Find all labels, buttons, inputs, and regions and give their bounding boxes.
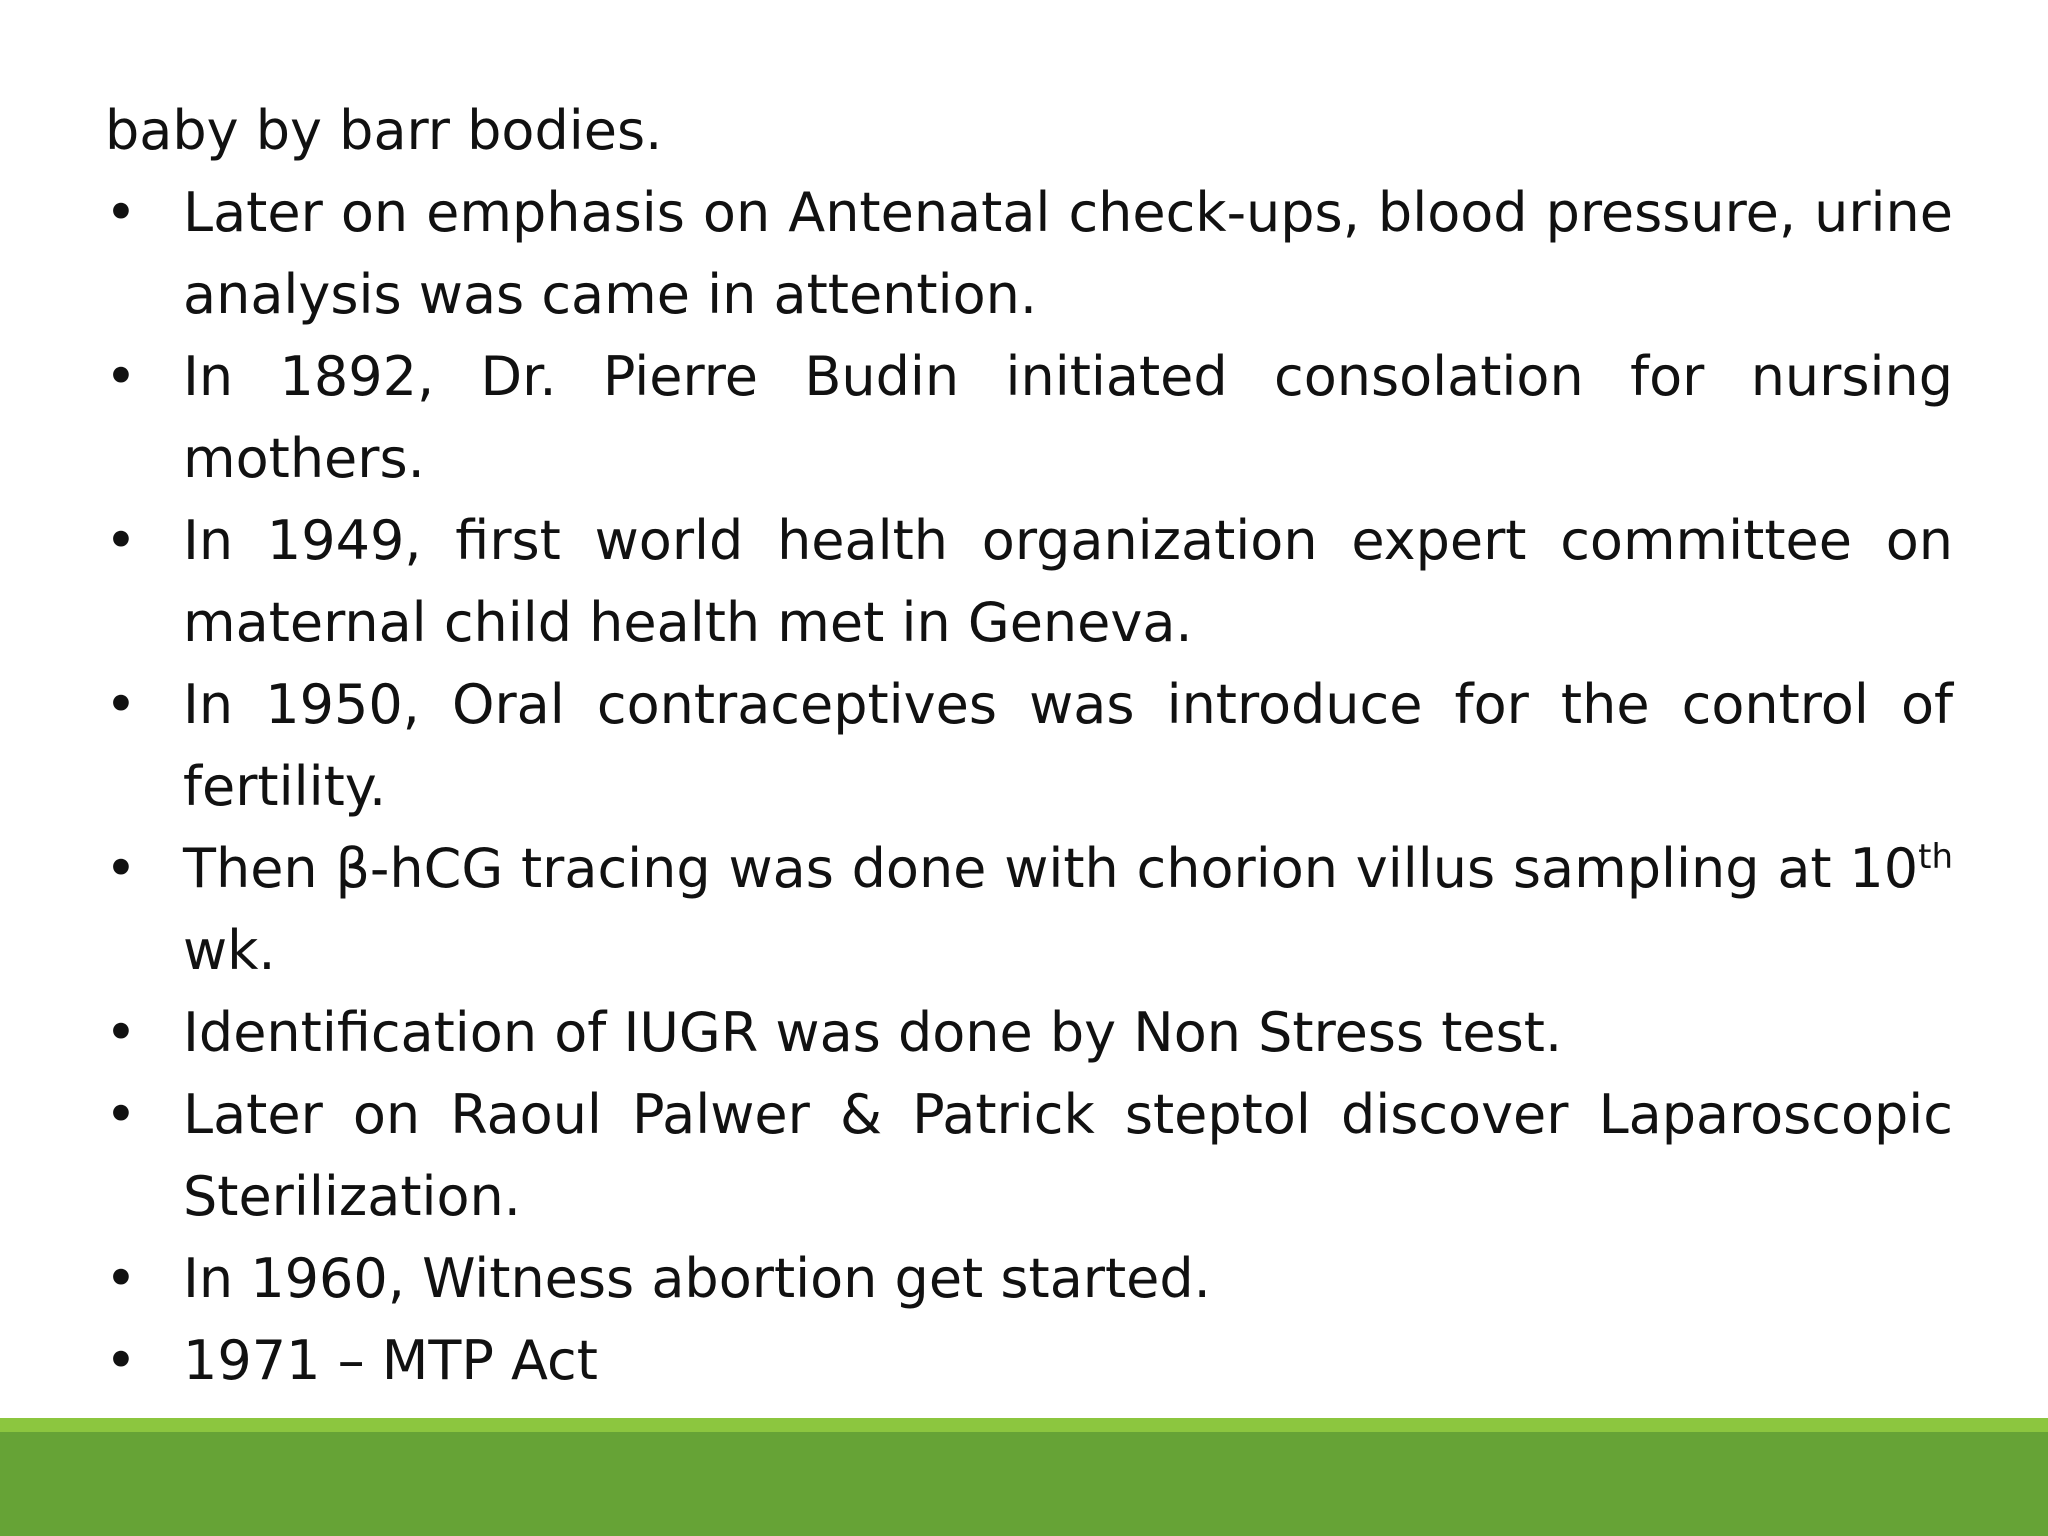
superscript-text: th (1918, 837, 1953, 877)
bullet-icon: • (105, 1001, 137, 1064)
bullet-item (105, 1238, 1953, 1320)
footer-bar (0, 1432, 2048, 1536)
bullet-item (105, 1320, 1953, 1402)
bullet-icon: • (105, 673, 137, 736)
bullet-icon: • (105, 345, 137, 408)
bullet-text: Then β-hCG tracing was done with chorion villus sampling at 10 (183, 837, 1919, 900)
bullet-text: In 1892, Dr. Pierre Budin initiated consolation for nursing mothers. (183, 345, 1953, 490)
bullet-text: In 1960, Witness abortion get started. (183, 1247, 1211, 1310)
footer-accent-stripe (0, 1418, 2048, 1432)
bullet-text: Identification of IUGR was done by Non Stress test. (183, 1001, 1563, 1064)
bullet-item (105, 500, 1953, 664)
bullet-item (105, 1074, 1953, 1238)
bullet-icon: • (105, 1329, 137, 1392)
bullet-item (105, 664, 1953, 828)
bullet-icon: • (105, 837, 137, 900)
bullet-icon: • (105, 181, 137, 244)
continued-text: baby by barr bodies. (105, 99, 663, 162)
bullet-item (105, 336, 1953, 500)
bullet-item (105, 172, 1953, 336)
bullet-text: Later on Raoul Palwer & Patrick steptol discover Laparoscopic Sterilization. (183, 1083, 1953, 1228)
bullet-icon: • (105, 1083, 137, 1146)
slide-content (105, 90, 1953, 1402)
bullet-icon: • (105, 1247, 137, 1310)
bullet-item (105, 828, 1953, 992)
bullet-text: In 1949, first world health organization expert committee on maternal child health met in Geneva. (183, 509, 1953, 654)
bullet-text-tail: wk. (183, 919, 276, 982)
bullet-list (105, 172, 1953, 1402)
bullet-item (105, 992, 1953, 1074)
bullet-text: Later on emphasis on Antenatal check-ups, blood pressure, urine analysis was came in attention. (183, 181, 1953, 326)
bullet-icon: • (105, 509, 137, 572)
bullet-text: In 1950, Oral contraceptives was introduce for the control of fertility. (183, 673, 1953, 818)
bullet-text: 1971 – MTP Act (183, 1329, 598, 1392)
